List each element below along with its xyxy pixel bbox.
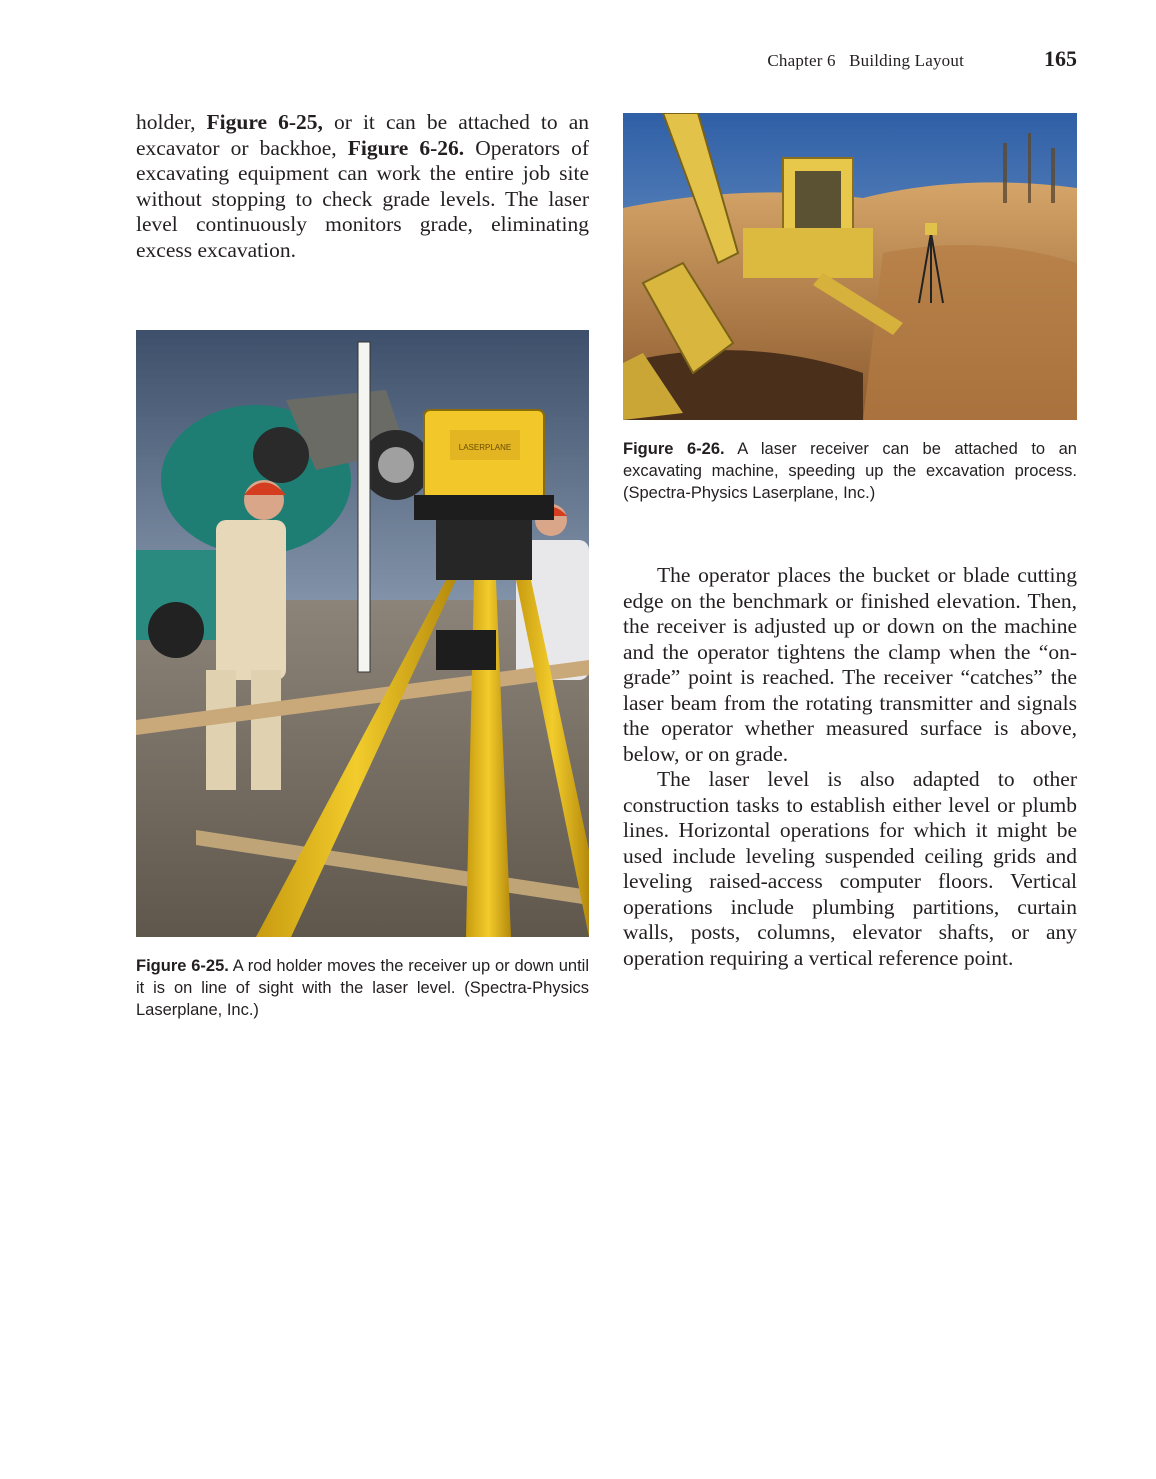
chapter-number: Chapter 6 bbox=[767, 51, 836, 70]
text-run: holder, bbox=[136, 110, 207, 134]
running-header bbox=[600, 46, 1077, 76]
backhoe-illustration bbox=[623, 113, 1077, 420]
figure-6-25-photo bbox=[136, 330, 589, 937]
instrument-label: LASERPLANE bbox=[458, 443, 512, 452]
figure-label: Figure 6-25. bbox=[136, 957, 229, 975]
text-run: or it can be attached to an excavator or backhoe, bbox=[136, 110, 589, 160]
chapter-title bbox=[767, 51, 964, 71]
figure-reference: Figure 6-26. bbox=[347, 135, 465, 160]
figure-label: Figure 6-26. bbox=[623, 440, 725, 458]
figure-reference: Figure 6-25, bbox=[206, 110, 323, 134]
body-paragraph: The operator places the bucket or blade cutting edge on the benchmark or finished elevation. Then, the receiver is adjusted up or down on the machine and the operator tightens the clamp when the “on-grade” point is reached. The receiver “catches” the laser beam from the rotating transmitter and signals the operator whether measured surface is above, below, or on grade. bbox=[623, 563, 1077, 766]
caption-text: A rod holder moves the receiver up or down until it is on line of sight with the laser level. (Spectra-Physics Laserplane, Inc.) bbox=[136, 957, 589, 1019]
body-paragraph bbox=[136, 110, 589, 263]
section-title: Building Layout bbox=[849, 51, 964, 70]
text-run: Operators of excavating equipment can work the entire job site without stopping to check grade levels. The laser level continuously monitors grade, eliminating excess excavation. bbox=[136, 135, 590, 262]
body-paragraph: The laser level is also adapted to other construction tasks to establish either level or plumb lines. Horizontal operations for which it might be used include leveling suspended ceiling grids and leveling raised-access computer floors. Vertical operations include plumbing partitions, curtain walls, posts, columns, elevator shafts, or any operation requiring a vertical reference point. bbox=[623, 767, 1077, 970]
figure-6-25-caption bbox=[136, 955, 589, 1021]
left-column bbox=[136, 110, 589, 263]
right-column bbox=[623, 563, 1077, 971]
caption-text: A laser receiver can be attached to an excavating machine, speeding up the excavation process. (Spectra-Physics Laserplane, Inc.) bbox=[623, 440, 1077, 502]
page-number: 165 bbox=[1044, 46, 1077, 71]
laser-level-illustration bbox=[136, 330, 589, 937]
figure-6-26-caption bbox=[623, 438, 1077, 504]
figure-6-26-photo bbox=[623, 113, 1077, 420]
